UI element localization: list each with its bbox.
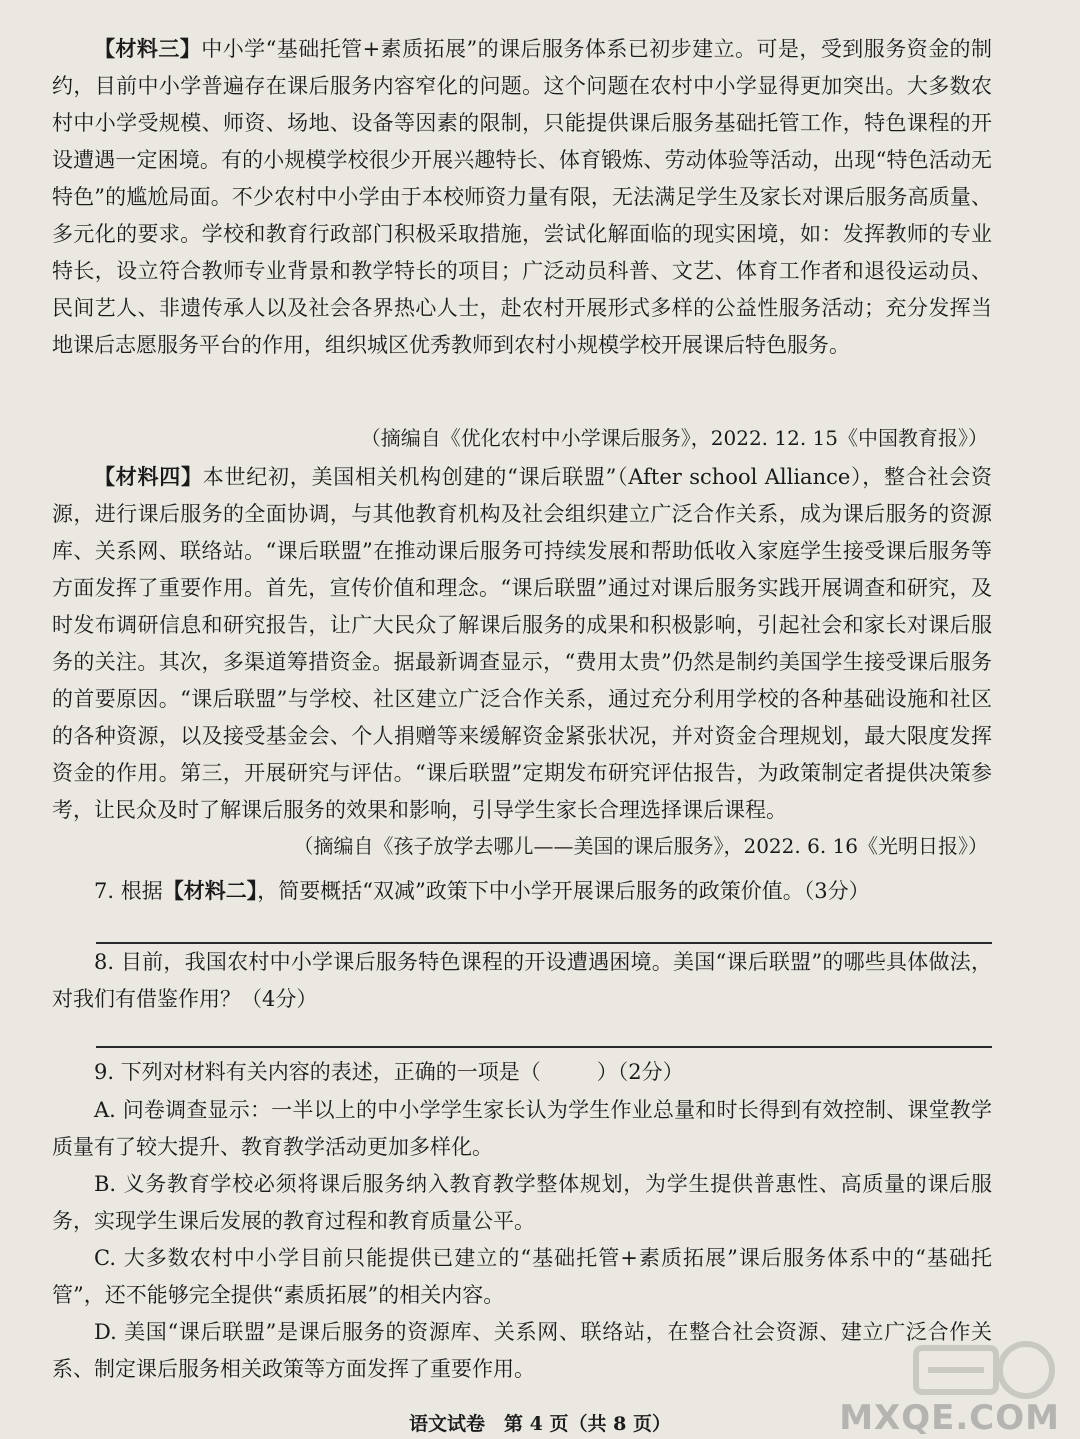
material4-text: 本世纪初，美国相关机构创建的“课后联盟”（After school Alliance），整合社会资源，进行课后服务的全面协调，与其他教育机构及社会组织建立广泛合作关系，成为课后服务的资源库、关系网、联络站。“课后联盟”在推动课后服务可持续发展和帮助低收入家庭学生接受课后服务等方面发挥了重要作用。首先，宣传价值和理念。“课后联盟”通过对课后服务实践开展调查和研究，及时发布调研信息和研究报告，让广大民众了解课后服务的成果和积极影响，引起社会和家长对课后服务的关注。其次，多渠道筹措资金。据最新调查显示，“费用太贵”仍然是制约美国学生接受课后服务的首要原因。“课后联盟”与学校、社区建立广泛合作关系，通过充分利用学校的各种基础设施和社区的各种资源，以及接受基金会、个人捐赠等来缓解资金紧张状况，并对资金合理规划，最大限度发挥资金的作用。第三，开展研究与评估。“课后联盟”定期发布研究评估报告，为政策制定者提供决策参考，让民众及时了解课后服务的效果和影响，引导学生家长合理选择课后课程。 bbox=[52, 465, 992, 822]
material3-tag: 【材料三】 bbox=[94, 36, 202, 61]
material4-paragraph bbox=[52, 458, 992, 829]
question-9-stem bbox=[52, 1054, 992, 1091]
question-7-number: 7. bbox=[94, 879, 115, 903]
material3-source: （摘编自《优化农村中小学课后服务》，2022. 12. 15《中国教育报》） bbox=[360, 426, 988, 450]
answer-line-8[interactable] bbox=[96, 1046, 992, 1048]
question-7 bbox=[52, 872, 992, 910]
material3-paragraph bbox=[52, 30, 992, 364]
question-7-pre: 根据 bbox=[120, 879, 163, 903]
option-d: D. 美国“课后联盟”是课后服务的资源库、关系网、联络站，在整合社会资源、建立广泛合作关系、制定课后服务相关政策等方面发挥了重要作用。 bbox=[52, 1320, 992, 1381]
question-9-stem-pre: 9. 下列对材料有关内容的表述，正确的一项是（ bbox=[94, 1060, 541, 1084]
material4-source: （摘编自《孩子放学去哪儿——美国的课后服务》，2022. 6. 16《光明日报》） bbox=[293, 834, 988, 858]
question-7-post: ，简要概括“双减”政策下中小学开展课后服务的政策价值。（3分） bbox=[257, 879, 870, 903]
question-9-stem-post: ）（2分） bbox=[596, 1060, 684, 1084]
material3-text: 中小学“基础托管+素质拓展”的课后服务体系已初步建立。可是，受到服务资金的制约，目前中小学普遍存在课后服务内容窄化的问题。这个问题在农村中小学显得更加突出。大多数农村中小学受规模、师资、场地、设备等因素的限制，只能提供课后服务基础托管工作，特色课程的开设遭遇一定困境。有的小规模学校很少开展兴趣特长、体育锻炼、劳动体验等活动，出现“特色活动无特色”的尴尬局面。不少农村中小学由于本校师资力量有限，无法满足学生及家长对课后服务高质量、多元化的要求。学校和教育行政部门积极采取措施，尝试化解面临的现实困境，如：发挥教师的专业特长，设立符合教师专业背景和教学特长的项目；广泛动员科普、文艺、体育工作者和退役运动员、民间艺人、非遗传承人以及社会各界热心人士，赴农村开展形式多样的公益性服务活动；充分发挥当地课后志愿服务平台的作用，组织城区优秀教师到农村小规模学校开展课后特色服务。 bbox=[52, 37, 992, 357]
question-8: 8. 目前，我国农村中小学课后服务特色课程的开设遭遇困境。美国“课后联盟”的哪些具体做法，对我们有借鉴作用？（4分） bbox=[52, 950, 992, 1011]
watermark-text: MXQE.COM bbox=[839, 1398, 1060, 1438]
option-a: A. 问卷调查显示：一半以上的中小学学生家长认为学生作业总量和时长得到有效控制、课堂教学质量有了较大提升、教育教学活动更加多样化。 bbox=[52, 1098, 992, 1159]
page-footer: 语文试卷 第 4 页（共 8 页） bbox=[409, 1413, 671, 1435]
material4-tag: 【材料四】 bbox=[94, 464, 203, 489]
option-b: B. 义务教育学校必须将课后服务纳入教育教学整体规划，为学生提供普惠性、高质量的课后服务，实现学生课后发展的教育过程和教育质量公平。 bbox=[52, 1172, 992, 1233]
question-7-tag: 【材料二】 bbox=[162, 878, 258, 903]
option-c: C. 大多数农村中小学目前只能提供已建立的“基础托管+素质拓展”课后服务体系中的“基础托管”，还不能够完全提供“素质拓展”的相关内容。 bbox=[52, 1246, 992, 1307]
